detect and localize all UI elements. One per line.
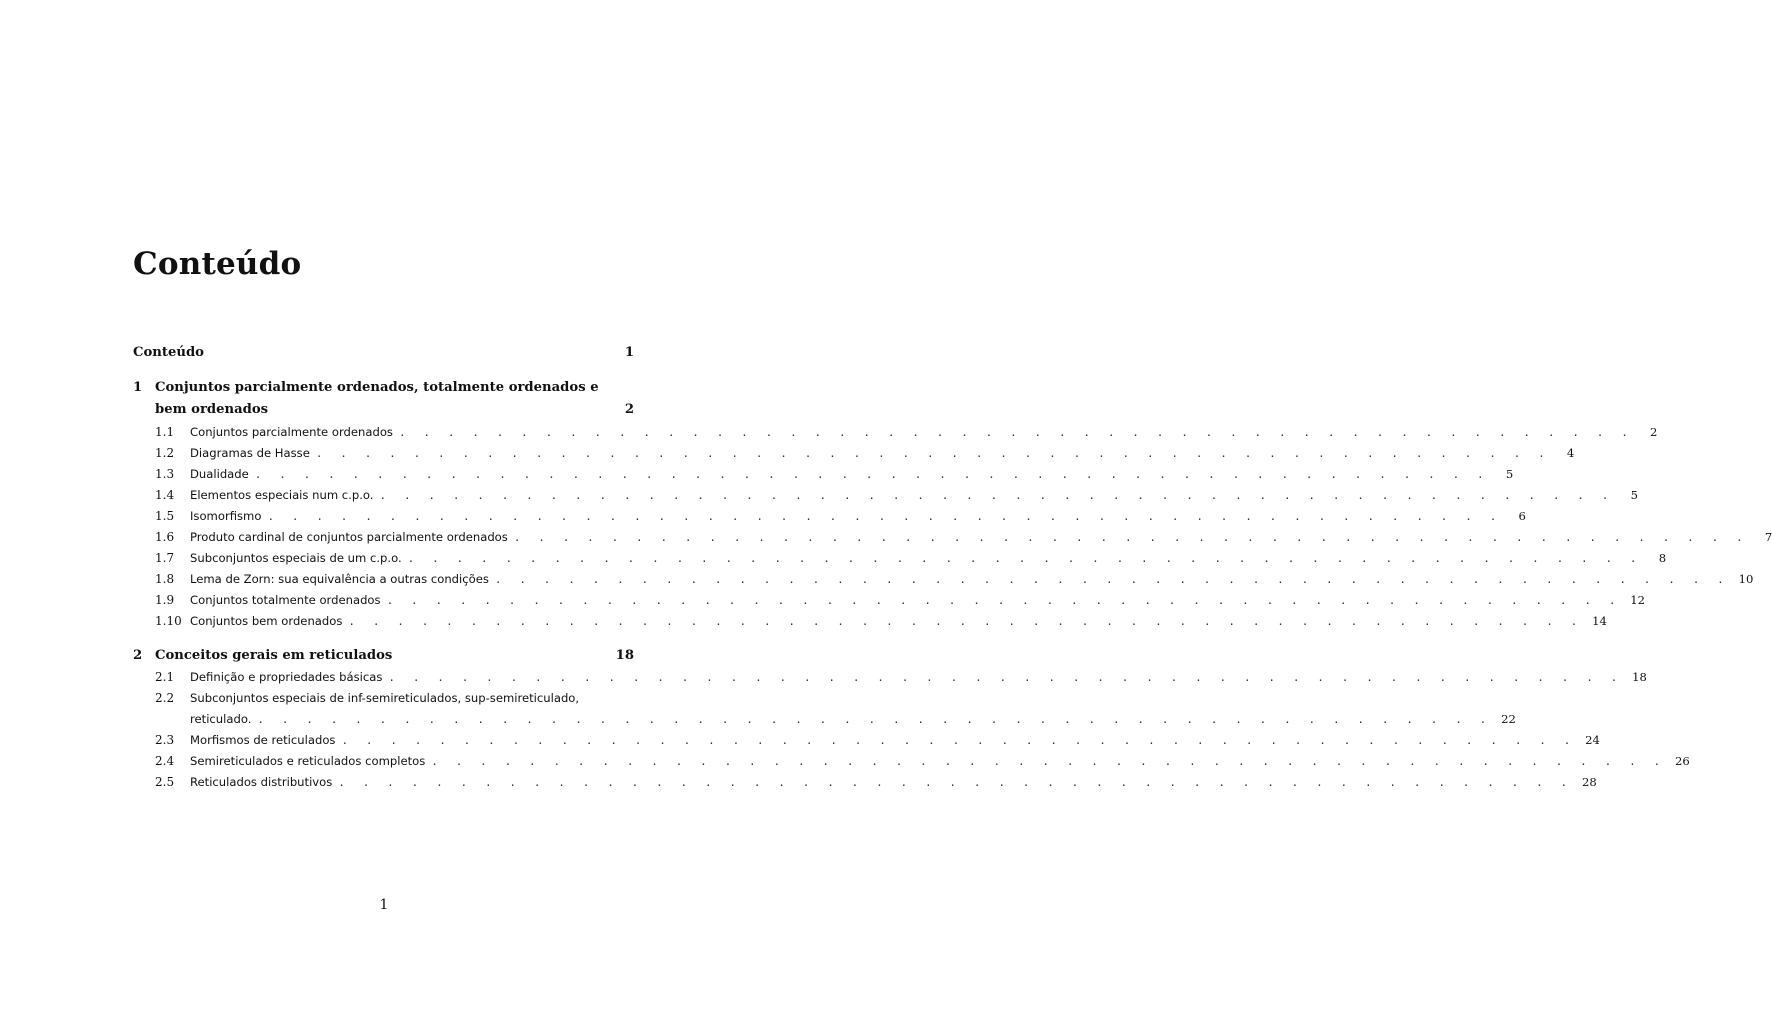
toc-section-number: 2.4 [155, 754, 175, 768]
toc-section-1-10[interactable] [133, 613, 1607, 630]
toc-section-1-7[interactable] [133, 550, 1667, 567]
toc-section-page: 8 [1658, 551, 1667, 565]
toc-section-label: Produto cardinal de conjuntos parcialmente ordenados [190, 530, 508, 544]
toc-chapter-number: 1 [133, 380, 143, 395]
toc-section-label: Subconjuntos especiais de inf-semireticulados, sup-semireticulado, [190, 691, 580, 705]
toc-section-label: Conjuntos totalmente ordenados [190, 593, 381, 607]
toc-section-2-2-continued[interactable] [133, 711, 1516, 728]
toc-section-1-6[interactable] [133, 529, 1772, 546]
toc-section-page: 5 [1505, 467, 1514, 481]
toc-section-1-2[interactable] [133, 445, 1575, 462]
toc-section-number: 2.2 [155, 691, 175, 705]
page-title: Conteúdo [133, 246, 302, 282]
toc-section-1-8[interactable] [133, 571, 1754, 588]
toc-section-page: 22 [1501, 712, 1516, 726]
toc-chapter-title-continued: bem ordenados [155, 402, 269, 417]
toc-section-number: 1.2 [155, 446, 175, 460]
toc-section-number: 1.4 [155, 488, 175, 502]
toc-section-2-1[interactable] [133, 669, 1647, 686]
toc-section-1-1[interactable] [133, 424, 1658, 441]
toc-section-page: 6 [1518, 509, 1526, 523]
toc-section-page: 12 [1630, 593, 1646, 607]
toc-section-label-continued: reticulado. [190, 712, 252, 726]
toc-section-page: 5 [1630, 488, 1638, 502]
toc-section-number: 1.6 [155, 530, 175, 544]
toc-section-label: Conjuntos bem ordenados [190, 614, 343, 628]
toc-section-number: 1.10 [155, 614, 182, 628]
toc-leader-dots: . . . . . . . . . . . . . . . . . . . . . . . . . . . . . . . . . . . . . . . . . . . . . . . . . . . [388, 671, 1623, 684]
toc-section-1-5[interactable] [133, 508, 1526, 525]
toc-leader-dots: . . . . . . . . . . . . . . . . . . . . . . . . . . . . . . . . . . . . . . . . . . . . . . . . . . . [338, 776, 1573, 789]
page-number: 1 [379, 897, 389, 913]
toc-section-label: Elementos especiais num c.p.o. [190, 488, 374, 502]
toc-entry-page: 1 [624, 345, 634, 360]
toc-section-1-9[interactable] [133, 592, 1646, 609]
toc-section-2-4[interactable] [133, 753, 1690, 770]
toc-section-page: 4 [1566, 446, 1575, 460]
toc-section-page: 18 [1632, 670, 1647, 684]
toc-entry-conteudo[interactable] [133, 345, 634, 361]
toc-entry-label: Conteúdo [133, 345, 204, 360]
toc-chapter-title: Conjuntos parcialmente ordenados, totalmente ordenados e [155, 380, 599, 395]
toc-section-label: Semireticulados e reticulados completos [190, 754, 426, 768]
toc-section-number: 1.7 [155, 551, 175, 565]
toc-chapter-1-continued[interactable] [133, 402, 634, 418]
toc-section-page: 14 [1592, 614, 1607, 628]
toc-section-page: 24 [1585, 733, 1600, 747]
toc-leader-dots: . . . . . . . . . . . . . . . . . . . . . . . . . . . . . . . . . . . . . . . . . . . . . . . . . . . [386, 594, 1622, 607]
toc-section-label: Reticulados distributivos [190, 775, 333, 789]
toc-section-2-5[interactable] [133, 774, 1597, 791]
toc-section-1-3[interactable] [133, 466, 1514, 483]
toc-section-page: 2 [1650, 425, 1658, 439]
toc-leader-dots: . . . . . . . . . . . . . . . . . . . . . . . . . . . . . . . . . . . . . . . . . . . . . . . . . . . [513, 531, 1749, 544]
toc-section-label: Lema de Zorn: sua equivalência a outras condições [190, 572, 489, 586]
toc-leader-dots: . . . . . . . . . . . . . . . . . . . . . . . . . . . . . . . . . . . . . . . . . . . . . . . . . . . [379, 489, 1614, 502]
toc-leader-dots: . . . . . . . . . . . . . . . . . . . . . . . . . . . . . . . . . . . . . . . . . . . . . . . . . . . [407, 552, 1643, 565]
toc-leader-dots: . . . . . . . . . . . . . . . . . . . . . . . . . . . . . . . . . . . . . . . . . . . . . . . . . . . [341, 734, 1576, 747]
toc-section-page: 7 [1764, 530, 1772, 544]
toc-section-page: 28 [1582, 775, 1597, 789]
toc-section-label: Conjuntos parcialmente ordenados [190, 425, 393, 439]
toc-section-number: 1.3 [155, 467, 175, 481]
toc-section-2-2[interactable] [133, 690, 634, 706]
toc-section-label: Isomorfismo [190, 509, 262, 523]
toc-section-page: 10 [1738, 572, 1754, 586]
toc-chapter-1[interactable] [133, 380, 634, 396]
toc-leader-dots: . . . . . . . . . . . . . . . . . . . . . . . . . . . . . . . . . . . . . . . . . . . . . . . . . . . [431, 755, 1666, 768]
toc-leader-dots: . . . . . . . . . . . . . . . . . . . . . . . . . . . . . . . . . . . . . . . . . . . . . . . . . . . [257, 713, 1492, 726]
toc-section-number: 1.9 [155, 593, 175, 607]
toc-leader-dots: . . . . . . . . . . . . . . . . . . . . . . . . . . . . . . . . . . . . . . . . . . . . . . . . . . . [267, 510, 1502, 523]
toc-chapter-page: 2 [624, 402, 634, 417]
toc-section-number: 1.1 [155, 425, 175, 439]
toc-section-number: 2.5 [155, 775, 175, 789]
toc-chapter-title: Conceitos gerais em reticulados [155, 648, 393, 663]
toc-leader-dots: . . . . . . . . . . . . . . . . . . . . . . . . . . . . . . . . . . . . . . . . . . . . . . . . . . . [315, 447, 1551, 460]
toc-chapter-2[interactable] [133, 648, 634, 664]
toc-chapter-page: 18 [615, 648, 634, 663]
toc-chapter-number: 2 [133, 648, 143, 663]
toc-leader-dots: . . . . . . . . . . . . . . . . . . . . . . . . . . . . . . . . . . . . . . . . . . . . . . . . . . . [398, 426, 1634, 439]
toc-section-number: 1.8 [155, 572, 175, 586]
toc-section-label: Diagramas de Hasse [190, 446, 310, 460]
toc-leader-dots: . . . . . . . . . . . . . . . . . . . . . . . . . . . . . . . . . . . . . . . . . . . . . . . . . . . [494, 573, 1730, 586]
toc-section-number: 2.1 [155, 670, 175, 684]
toc-section-2-3[interactable] [133, 732, 1600, 749]
toc-leader-dots: . . . . . . . . . . . . . . . . . . . . . . . . . . . . . . . . . . . . . . . . . . . . . . . . . . . [254, 468, 1490, 481]
toc-section-number: 2.3 [155, 733, 175, 747]
toc-section-label: Dualidade [190, 467, 249, 481]
toc-section-label: Morfismos de reticulados [190, 733, 336, 747]
toc-section-page: 26 [1674, 754, 1690, 768]
toc-section-label: Subconjuntos especiais de um c.p.o. [190, 551, 402, 565]
toc-leader-dots: . . . . . . . . . . . . . . . . . . . . . . . . . . . . . . . . . . . . . . . . . . . . . . . . . . . [348, 615, 1583, 628]
toc-section-1-4[interactable] [133, 487, 1638, 504]
toc-section-number: 1.5 [155, 509, 175, 523]
toc-section-label: Definição e propriedades básicas [190, 670, 383, 684]
